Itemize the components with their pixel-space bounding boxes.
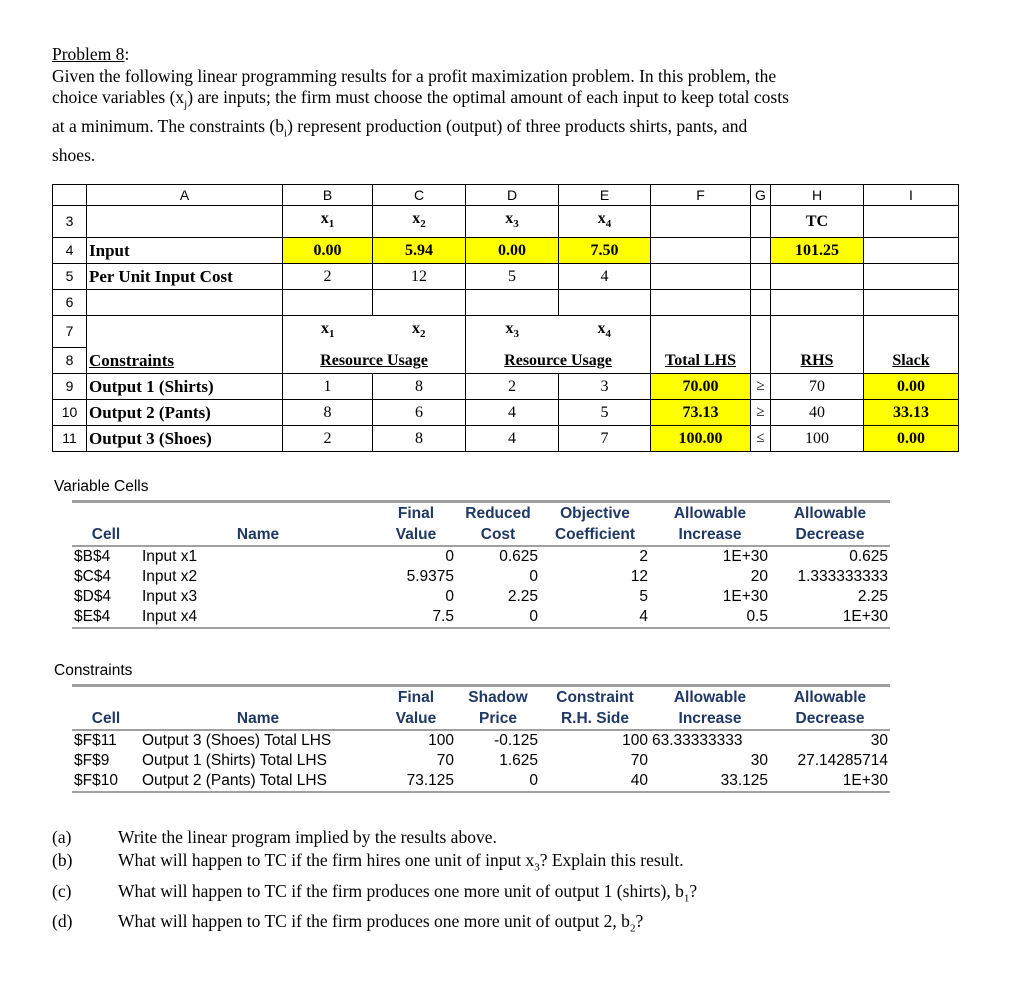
cell-constraints-label[interactable]: Constraints [87, 347, 283, 373]
hdr-cell: Cell [72, 524, 140, 546]
row-number[interactable]: 6 [53, 290, 87, 316]
constraints-report [72, 684, 890, 793]
row-number[interactable]: 7 [53, 316, 87, 348]
hdr-final: Final [397, 505, 435, 522]
cell-tc-value[interactable]: 101.25 [771, 238, 864, 264]
cell-input-x3[interactable]: 0.00 [466, 238, 559, 264]
row-number[interactable]: 9 [53, 373, 87, 399]
cell-output-label[interactable]: Output 3 (Shoes) [87, 425, 283, 451]
reduced-cost: 0 [456, 607, 540, 628]
cell-resource-usage-1[interactable]: Resource Usage [283, 347, 466, 373]
cell-rhs[interactable]: 40 [771, 399, 864, 425]
cell-coef[interactable]: 6 [373, 399, 466, 425]
sheet-row-3 [53, 206, 959, 238]
allowable-decrease: 1E+30 [770, 607, 890, 628]
cell-x2-label-2[interactable]: $x_2$ [373, 316, 466, 348]
cell-c6[interactable] [373, 290, 466, 316]
allowable-decrease: 2.25 [857, 588, 888, 605]
table-row [72, 771, 890, 792]
sheet-row-8 [53, 347, 959, 373]
cell-x1-label-2[interactable]: $x_1$ [283, 316, 373, 348]
allowable-increase: 1E+30 [722, 548, 768, 565]
hdr-objective: Objective [560, 505, 630, 522]
reduced-cost: 2.25 [507, 588, 538, 605]
constraint-rhs: 70 [630, 752, 648, 769]
cell-output-label[interactable]: Output 2 (Pants) [87, 399, 283, 425]
allowable-increase: 20 [750, 568, 768, 585]
cell-rhs[interactable]: 100 [771, 425, 864, 451]
sheet-row-4 [53, 238, 959, 264]
cell-ref: $F$9 [74, 752, 110, 769]
cell-name: Output 1 (Shirts) Total LHS [142, 752, 327, 769]
cell-rhs-label[interactable]: RHS [771, 347, 864, 373]
col-header-h[interactable]: H [771, 185, 864, 206]
sheet-row-7 [53, 316, 959, 348]
cell-coef[interactable]: 4 [466, 425, 559, 451]
hdr-increase: Increase [650, 708, 770, 730]
hdr-value: Value [376, 524, 456, 546]
sheet-row-9 [53, 373, 959, 399]
col-header-g[interactable]: G [751, 185, 771, 206]
cell-name: Input x2 [142, 568, 198, 585]
col-header-d[interactable]: D [466, 185, 559, 206]
cell-a3[interactable] [87, 206, 283, 238]
cell-ref: $D$4 [74, 588, 112, 605]
cell-h7[interactable] [771, 316, 864, 348]
objective-coef: 5 [639, 588, 648, 605]
cell-slack[interactable]: 0.00 [864, 425, 959, 451]
sheet-row-6 [53, 290, 959, 316]
cell-coef[interactable]: 8 [373, 425, 466, 451]
cell-slack[interactable]: 33.13 [864, 399, 959, 425]
cell-cost-x4[interactable]: 4 [559, 264, 651, 290]
hdr-allowable-inc: Allowable [673, 505, 747, 522]
allowable-decrease: 27.14285714 [797, 752, 888, 769]
cell-cost-x3[interactable]: 5 [466, 264, 559, 290]
cell-i5[interactable] [864, 264, 959, 290]
row-number[interactable]: 11 [53, 425, 87, 451]
question-c: (c) What will happen to TC if the firm produces one more unit of output 1 (shirts), $b_1$? [52, 880, 698, 904]
col-header-a[interactable]: A [87, 185, 283, 206]
cell-i6[interactable] [864, 290, 959, 316]
col-header-e[interactable]: E [559, 185, 651, 206]
cell-x2-label[interactable]: $x_2$ [373, 206, 466, 238]
constraint-rhs: 40 [540, 771, 650, 792]
allowable-decrease: 0.625 [849, 548, 888, 565]
sheet-row-5 [53, 264, 959, 290]
cell-coef[interactable]: 8 [283, 399, 373, 425]
hdr-constraint: Constraint [556, 689, 634, 706]
hdr-cost: Cost [456, 524, 540, 546]
cell-g7[interactable] [751, 316, 771, 348]
cell-cost-label[interactable]: Per Unit Input Cost [87, 264, 283, 290]
final-value: 5.9375 [406, 568, 454, 585]
shadow-price: -0.125 [494, 732, 538, 749]
col-header-i[interactable]: I [864, 185, 959, 206]
cell-i4[interactable] [864, 238, 959, 264]
cell-i3[interactable] [864, 206, 959, 238]
table-row [72, 751, 890, 771]
cell-name: Input x3 [142, 588, 198, 605]
hdr-cell: Cell [72, 708, 140, 730]
allowable-increase: 0.5 [650, 607, 770, 628]
cell-b6[interactable] [283, 290, 373, 316]
sheet-row-11 [53, 425, 959, 451]
cell-coef[interactable]: 7 [559, 425, 651, 451]
allowable-decrease: 1E+30 [770, 771, 890, 792]
cell-total-lhs-label[interactable]: Total LHS [651, 347, 751, 373]
variable-cells-title: Variable Cells [54, 478, 149, 495]
cell-sign[interactable]: ≥ [751, 373, 771, 399]
col-header-b[interactable]: B [283, 185, 373, 206]
cell-f6[interactable] [651, 290, 751, 316]
variable-cells-report [72, 500, 890, 629]
cell-coef[interactable]: 1 [283, 373, 373, 399]
allowable-increase: 30 [750, 752, 768, 769]
cell-x4-label-2[interactable]: $x_4$ [559, 316, 651, 348]
cell-slack[interactable]: 0.00 [864, 373, 959, 399]
hdr-value: Value [376, 708, 456, 730]
final-value: 73.125 [376, 771, 456, 792]
cell-g6[interactable] [751, 290, 771, 316]
cell-coef[interactable]: 8 [373, 373, 466, 399]
cell-name: Input x1 [142, 548, 198, 565]
hdr-increase: Increase [650, 524, 770, 546]
cell-resource-usage-2[interactable]: Resource Usage [466, 347, 651, 373]
cell-d6[interactable] [466, 290, 559, 316]
cell-total-lhs[interactable]: 73.13 [651, 399, 751, 425]
cell-ref: $F$11 [74, 732, 117, 749]
cell-g8[interactable] [751, 347, 771, 373]
cell-name: Output 2 (Pants) Total LHS [140, 771, 376, 792]
row-number[interactable]: 4 [53, 238, 87, 264]
table-row [72, 546, 890, 567]
cell-coef[interactable]: 4 [466, 399, 559, 425]
hdr-allowable-dec: Allowable [793, 689, 867, 706]
col-header-c[interactable]: C [373, 185, 466, 206]
cell-cost-x2[interactable]: 12 [373, 264, 466, 290]
cell-ref: $F$10 [72, 771, 140, 792]
hdr-name: Name [140, 708, 376, 730]
constraints-table [72, 687, 890, 793]
row-number[interactable]: 8 [53, 347, 87, 373]
cell-h5[interactable] [771, 264, 864, 290]
allowable-increase: 33.125 [650, 771, 770, 792]
cell-coef[interactable]: 3 [559, 373, 651, 399]
hdr-reduced: Reduced [465, 505, 531, 522]
cell-f7[interactable] [651, 316, 751, 348]
hdr-final: Final [397, 689, 435, 706]
intro-line-2: choice variables $(x_j)$ are inputs; the firm must choose the optimal amount of each input to keep total costs [52, 87, 789, 111]
hdr-decrease: Decrease [770, 524, 890, 546]
cell-cost-x1[interactable]: 2 [283, 264, 373, 290]
column-header-row [53, 185, 959, 206]
table-row [72, 607, 890, 628]
cell-g5[interactable] [751, 264, 771, 290]
cell-input-label[interactable]: Input [87, 238, 283, 264]
table-row [72, 730, 890, 751]
cell-total-lhs[interactable]: 100.00 [651, 425, 751, 451]
reduced-cost: 0 [529, 568, 538, 585]
cell-name: Input x4 [140, 607, 376, 628]
cell-sign[interactable]: ≤ [751, 425, 771, 451]
intro-line-1: Given the following linear programming results for a profit maximization problem. In this problem, the [52, 65, 777, 86]
reduced-cost: 0.625 [499, 548, 538, 565]
cell-ref: $C$4 [74, 568, 112, 585]
table-row [72, 567, 890, 587]
cell-slack-label[interactable]: Slack [864, 347, 959, 373]
hdr-name: Name [140, 524, 376, 546]
hdr-allowable-dec: Allowable [793, 505, 867, 522]
cell-h6[interactable] [771, 290, 864, 316]
intro-line-3: at a minimum. The constraints $(b_i)$ represent production (output) of three products shirts, pants, and [52, 116, 748, 140]
cell-coef[interactable]: 2 [466, 373, 559, 399]
cell-f3[interactable] [651, 206, 751, 238]
question-d: (d) What will happen to TC if the firm produces one more unit of output 2, $b_2$? [52, 911, 644, 935]
corner-cell [53, 185, 87, 206]
shadow-price: 0 [456, 771, 540, 792]
cell-input-x4[interactable]: 7.50 [559, 238, 651, 264]
cell-f4[interactable] [651, 238, 751, 264]
final-value: 100 [428, 732, 454, 749]
cell-x3-label[interactable]: $x_3$ [466, 206, 559, 238]
shadow-price: 1.625 [499, 752, 538, 769]
hdr-shadow: Shadow [468, 689, 528, 706]
allowable-increase: 63.33333333 [652, 732, 743, 749]
cell-a7[interactable] [87, 316, 283, 348]
question-b: (b) What will happen to TC if the firm hires one unit of input $x_3$? Explain this result. [52, 850, 684, 874]
hdr-rh-side: R.H. Side [540, 708, 650, 730]
cell-x4-label[interactable]: $x_4$ [559, 206, 651, 238]
cell-a6[interactable] [87, 290, 283, 316]
cell-total-lhs[interactable]: 70.00 [651, 373, 751, 399]
problem-title: Problem 8: [52, 44, 130, 64]
row-number[interactable]: 10 [53, 399, 87, 425]
table-row [72, 587, 890, 607]
cell-f5[interactable] [651, 264, 751, 290]
row-number[interactable]: 5 [53, 264, 87, 290]
hdr-decrease: Decrease [770, 708, 890, 730]
problem-intro [52, 44, 952, 167]
final-value: 7.5 [376, 607, 456, 628]
cell-x1-label[interactable]: $x_1$ [283, 206, 373, 238]
cell-output-label[interactable]: Output 1 (Shirts) [87, 373, 283, 399]
cell-ref: $E$4 [72, 607, 140, 628]
intro-line-4: shoes. [52, 145, 96, 165]
col-header-f[interactable]: F [651, 185, 751, 206]
hdr-price: Price [456, 708, 540, 730]
allowable-decrease: 30 [870, 732, 888, 749]
hdr-allowable-inc: Allowable [673, 689, 747, 706]
cell-name: Output 3 (Shoes) Total LHS [142, 732, 332, 749]
cell-tc-label[interactable]: TC [771, 206, 864, 238]
cell-sign[interactable]: ≥ [751, 399, 771, 425]
variable-cells-table [72, 503, 890, 629]
question-a: (a) Write the linear program implied by the results above. [52, 827, 497, 847]
cell-x3-label-2[interactable]: $x_3$ [466, 316, 559, 348]
cell-i7[interactable] [864, 316, 959, 348]
spreadsheet-grid [52, 184, 959, 452]
final-value: 70 [436, 752, 454, 769]
cell-ref: $B$4 [74, 548, 111, 565]
cell-g3[interactable] [751, 206, 771, 238]
cell-g4[interactable] [751, 238, 771, 264]
objective-coef: 12 [630, 568, 648, 585]
cell-coef[interactable]: 2 [283, 425, 373, 451]
final-value: 0 [445, 588, 454, 605]
final-value: 0 [445, 548, 454, 565]
cell-e6[interactable] [559, 290, 651, 316]
cell-rhs[interactable]: 70 [771, 373, 864, 399]
cell-coef[interactable]: 5 [559, 399, 651, 425]
hdr-coefficient: Coefficient [540, 524, 650, 546]
row-number[interactable]: 3 [53, 206, 87, 238]
constraints-title: Constraints [54, 662, 133, 679]
cell-input-x1[interactable]: 0.00 [283, 238, 373, 264]
objective-coef: 2 [639, 548, 648, 565]
cell-input-x2[interactable]: 5.94 [373, 238, 466, 264]
allowable-decrease: 1.333333333 [797, 568, 888, 585]
constraint-rhs: 100 [622, 732, 648, 749]
questions-list [52, 826, 697, 941]
objective-coef: 4 [540, 607, 650, 628]
allowable-increase: 1E+30 [722, 588, 768, 605]
sheet-row-10 [53, 399, 959, 425]
